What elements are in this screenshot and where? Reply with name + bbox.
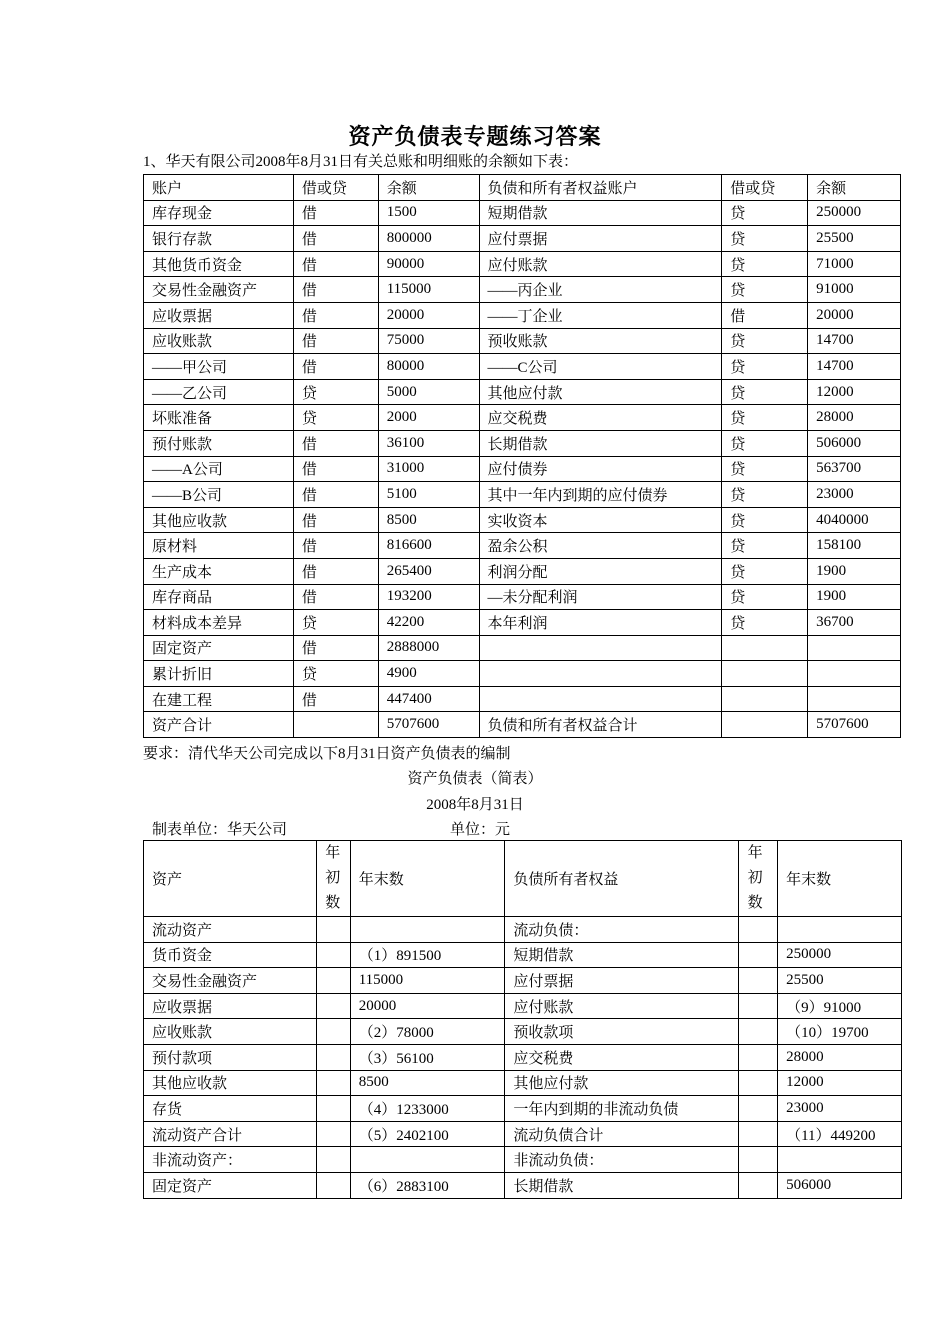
table-cell: 应交税费 — [479, 405, 722, 431]
column-header: 借或贷 — [722, 175, 808, 201]
column-header: 余额 — [378, 175, 479, 201]
table-cell: 借 — [293, 533, 378, 559]
table-row — [144, 1121, 902, 1147]
sheet-date: 2008年8月31日 — [426, 797, 524, 813]
table-cell: 14700 — [808, 354, 901, 380]
table-cell: 506000 — [808, 430, 901, 456]
table-cell: 应收账款 — [144, 1019, 317, 1045]
table-cell: 借 — [293, 302, 378, 328]
table-cell: ——A公司 — [144, 456, 294, 482]
table-cell: （2）78000 — [350, 1019, 505, 1045]
table-cell: 借 — [293, 200, 378, 226]
table-cell — [808, 661, 901, 687]
table-cell: 借 — [293, 354, 378, 380]
table-row — [144, 379, 901, 405]
table-cell: 贷 — [722, 277, 808, 303]
table-cell: 20000 — [378, 302, 479, 328]
table-cell: （1）891500 — [350, 942, 505, 968]
table-cell: 贷 — [722, 379, 808, 405]
table-cell: 应付债券 — [479, 456, 722, 482]
table-cell: 长期借款 — [479, 430, 722, 456]
table-cell: 250000 — [778, 942, 902, 968]
table-row — [144, 456, 901, 482]
table-cell: 447400 — [378, 686, 479, 712]
table-cell: 非流动资产： — [144, 1147, 317, 1173]
table-cell — [316, 917, 350, 943]
table-row — [144, 430, 901, 456]
table-cell: ——乙公司 — [144, 379, 294, 405]
table-cell: 货币资金 — [144, 942, 317, 968]
column-header: 账户 — [144, 175, 294, 201]
column-header: 负债所有者权益 — [505, 841, 739, 917]
table-cell — [316, 942, 350, 968]
table-cell: 158100 — [808, 533, 901, 559]
table-cell: 借 — [293, 277, 378, 303]
table-cell: 固定资产 — [144, 635, 294, 661]
table-cell: 生产成本 — [144, 558, 294, 584]
table-cell: ——甲公司 — [144, 354, 294, 380]
table-cell: 其他应收款 — [144, 1070, 317, 1096]
table-cell: 75000 — [378, 328, 479, 354]
table-cell: 利润分配 — [479, 558, 722, 584]
table-cell: 2888000 — [378, 635, 479, 661]
table-row — [144, 277, 901, 303]
column-header — [739, 841, 778, 917]
table-cell — [722, 686, 808, 712]
table-cell: 流动资产合计 — [144, 1121, 317, 1147]
table-cell: （9）91000 — [778, 993, 902, 1019]
table-cell: 预付账款 — [144, 430, 294, 456]
column-header-label: 年初数 — [747, 845, 763, 911]
table-cell: 贷 — [722, 405, 808, 431]
table-cell: 2000 — [378, 405, 479, 431]
table-cell: （11）449200 — [778, 1121, 902, 1147]
table-cell: 应付账款 — [479, 251, 722, 277]
table-cell: 其他货币资金 — [144, 251, 294, 277]
table-cell: 借 — [293, 635, 378, 661]
table-cell: 8500 — [378, 507, 479, 533]
table-cell: 借 — [293, 328, 378, 354]
table-row — [144, 200, 901, 226]
column-header-label: 年初数 — [325, 845, 341, 911]
table-cell — [316, 968, 350, 994]
table-cell: 预收账款 — [479, 328, 722, 354]
table-cell — [739, 1070, 778, 1096]
table-header-row — [144, 175, 901, 201]
table-cell: 563700 — [808, 456, 901, 482]
table-cell: 流动负债： — [505, 917, 739, 943]
table-cell: 应收票据 — [144, 993, 317, 1019]
table-cell — [778, 1147, 902, 1173]
table-cell — [316, 1096, 350, 1122]
table-row — [144, 584, 901, 610]
table-cell: 存货 — [144, 1096, 317, 1122]
table-cell: 贷 — [722, 610, 808, 636]
table-cell: 250000 — [808, 200, 901, 226]
balance-table — [143, 174, 901, 738]
table-cell: 盈余公积 — [479, 533, 722, 559]
table-cell — [479, 661, 722, 687]
unit-label: 单位：元 — [450, 822, 511, 838]
table-cell: 20000 — [808, 302, 901, 328]
table-row — [144, 968, 902, 994]
table-cell: 20000 — [350, 993, 505, 1019]
table-row — [144, 917, 902, 943]
table-cell — [739, 942, 778, 968]
table-cell: 贷 — [293, 405, 378, 431]
table-cell — [739, 1019, 778, 1045]
table-cell: 借 — [722, 302, 808, 328]
table-cell: 5000 — [378, 379, 479, 405]
table-cell: 其他应收款 — [144, 507, 294, 533]
table-cell: 贷 — [722, 354, 808, 380]
table-cell: 短期借款 — [505, 942, 739, 968]
table-row — [144, 533, 901, 559]
table-cell: ——丙企业 — [479, 277, 722, 303]
table-cell: 816600 — [378, 533, 479, 559]
table-cell: 贷 — [722, 226, 808, 252]
column-header: 负债和所有者权益账户 — [479, 175, 722, 201]
table-row — [144, 328, 901, 354]
table-cell: 1900 — [808, 558, 901, 584]
table-cell: 固定资产 — [144, 1172, 317, 1198]
table-cell — [722, 635, 808, 661]
table-cell: 4040000 — [808, 507, 901, 533]
table-row — [144, 1019, 902, 1045]
sheet-title: 资产负债表（简表） — [407, 771, 543, 787]
table-cell: 12000 — [808, 379, 901, 405]
table-row — [144, 993, 902, 1019]
table-cell: 其他应付款 — [479, 379, 722, 405]
table-cell: 借 — [293, 251, 378, 277]
table-row — [144, 1147, 902, 1173]
table-cell — [739, 1147, 778, 1173]
table-cell: 23000 — [778, 1096, 902, 1122]
table-cell — [739, 1096, 778, 1122]
table-cell: —未分配利润 — [479, 584, 722, 610]
table-cell: 其他应付款 — [505, 1070, 739, 1096]
table-cell — [722, 661, 808, 687]
table-cell: 交易性金融资产 — [144, 968, 317, 994]
table-row — [144, 942, 902, 968]
table-cell — [739, 1172, 778, 1198]
table-cell: 资产合计 — [144, 712, 294, 738]
table-row — [144, 302, 901, 328]
table-cell: 一年内到期的非流动负债 — [505, 1096, 739, 1122]
table-row — [144, 1044, 902, 1070]
table-cell: 贷 — [722, 456, 808, 482]
table-cell: 28000 — [778, 1044, 902, 1070]
table-row — [144, 251, 901, 277]
table-cell: 贷 — [722, 328, 808, 354]
table-cell: 80000 — [378, 354, 479, 380]
table-cell: 应收账款 — [144, 328, 294, 354]
table-cell: 库存商品 — [144, 584, 294, 610]
table-cell: 23000 — [808, 482, 901, 508]
table-cell: 实收资本 — [479, 507, 722, 533]
table-cell: 借 — [293, 430, 378, 456]
table-cell: 28000 — [808, 405, 901, 431]
table-cell: （6）2883100 — [350, 1172, 505, 1198]
table-cell: 14700 — [808, 328, 901, 354]
table-cell: 36100 — [378, 430, 479, 456]
table-cell: （10）19700 — [778, 1019, 902, 1045]
table-cell: 115000 — [350, 968, 505, 994]
table-cell: 贷 — [722, 584, 808, 610]
column-header: 余额 — [808, 175, 901, 201]
table-cell: 25500 — [808, 226, 901, 252]
table-cell: 265400 — [378, 558, 479, 584]
table-cell — [316, 993, 350, 1019]
table-cell: （5）2402100 — [350, 1121, 505, 1147]
table-cell: 8500 — [350, 1070, 505, 1096]
table-cell: ——C公司 — [479, 354, 722, 380]
table-cell: 应付票据 — [479, 226, 722, 252]
table-cell — [808, 686, 901, 712]
table-cell: 5707600 — [378, 712, 479, 738]
table-cell: 193200 — [378, 584, 479, 610]
table-header-row — [144, 841, 902, 917]
table-row — [144, 1172, 902, 1198]
table-cell: 交易性金融资产 — [144, 277, 294, 303]
table-cell: 借 — [293, 507, 378, 533]
table-cell: 银行存款 — [144, 226, 294, 252]
table-cell — [350, 1147, 505, 1173]
table-cell: 贷 — [293, 610, 378, 636]
table-cell — [350, 917, 505, 943]
table-row — [144, 558, 901, 584]
table-cell: 应交税费 — [505, 1044, 739, 1070]
table-cell: 非流动负债： — [505, 1147, 739, 1173]
table-cell: 31000 — [378, 456, 479, 482]
table-cell — [739, 1121, 778, 1147]
balance-sheet-table — [143, 840, 902, 1199]
table-cell: 原材料 — [144, 533, 294, 559]
table-cell: 贷 — [722, 200, 808, 226]
table-cell — [739, 917, 778, 943]
column-header: 资产 — [144, 841, 317, 917]
table-cell — [293, 712, 378, 738]
table-cell: 1900 — [808, 584, 901, 610]
table-cell: 应付票据 — [505, 968, 739, 994]
column-header: 借或贷 — [293, 175, 378, 201]
table-cell: 4900 — [378, 661, 479, 687]
table-cell: 贷 — [722, 430, 808, 456]
table-cell: （3）56100 — [350, 1044, 505, 1070]
table-cell: 应付账款 — [505, 993, 739, 1019]
table-row — [144, 610, 901, 636]
table-cell: 115000 — [378, 277, 479, 303]
table-cell: 贷 — [722, 533, 808, 559]
table-cell: 5707600 — [808, 712, 901, 738]
table-cell: 12000 — [778, 1070, 902, 1096]
table-row — [144, 482, 901, 508]
table-cell: 90000 — [378, 251, 479, 277]
table-row — [144, 712, 901, 738]
maker-line — [152, 818, 511, 839]
maker-label: 制表单位：华天公司 — [152, 822, 288, 838]
table-cell: 贷 — [722, 482, 808, 508]
intro-text: 1、华天有限公司2008年8月31日有关总账和明细账的余额如下表： — [143, 154, 579, 170]
table-cell: 流动负债合计 — [505, 1121, 739, 1147]
table-cell: 在建工程 — [144, 686, 294, 712]
table-cell: 贷 — [722, 251, 808, 277]
table-cell — [316, 1044, 350, 1070]
table-cell: 借 — [293, 482, 378, 508]
table-row — [144, 507, 901, 533]
table-cell: 506000 — [778, 1172, 902, 1198]
table-cell — [316, 1147, 350, 1173]
table-cell: 贷 — [293, 661, 378, 687]
table-cell: 贷 — [293, 379, 378, 405]
table-cell: 5100 — [378, 482, 479, 508]
table-cell: 800000 — [378, 226, 479, 252]
column-header: 年末数 — [778, 841, 902, 917]
table-cell: （4）1233000 — [350, 1096, 505, 1122]
table-cell: 预收款项 — [505, 1019, 739, 1045]
table-cell — [722, 712, 808, 738]
table-cell — [316, 1121, 350, 1147]
table-cell — [316, 1019, 350, 1045]
table-cell: 贷 — [722, 507, 808, 533]
table-cell: ——丁企业 — [479, 302, 722, 328]
table-cell: 36700 — [808, 610, 901, 636]
table-cell: 库存现金 — [144, 200, 294, 226]
table-row — [144, 635, 901, 661]
table-cell: 应收票据 — [144, 302, 294, 328]
table-cell: 短期借款 — [479, 200, 722, 226]
table-cell: 借 — [293, 558, 378, 584]
page-title: 资产负债表专题练习答案 — [348, 124, 602, 149]
column-header: 年末数 — [350, 841, 505, 917]
table-cell: 1500 — [378, 200, 479, 226]
table-cell — [778, 917, 902, 943]
table-cell: 长期借款 — [505, 1172, 739, 1198]
table-row — [144, 1070, 902, 1096]
requirement-text: 要求：清代华天公司完成以下8月31日资产负债表的编制 — [143, 746, 511, 762]
column-header — [316, 841, 350, 917]
table-cell: 借 — [293, 686, 378, 712]
table-cell: 贷 — [722, 558, 808, 584]
table-row — [144, 1096, 902, 1122]
table-row — [144, 405, 901, 431]
table-cell: 累计折旧 — [144, 661, 294, 687]
table-cell: 25500 — [778, 968, 902, 994]
table-cell: 借 — [293, 584, 378, 610]
table-cell: 借 — [293, 456, 378, 482]
table-cell — [808, 635, 901, 661]
table-cell: 91000 — [808, 277, 901, 303]
table-cell — [739, 968, 778, 994]
table-row — [144, 226, 901, 252]
table-row — [144, 686, 901, 712]
table-cell — [316, 1172, 350, 1198]
table-cell: 预付款项 — [144, 1044, 317, 1070]
table-row — [144, 661, 901, 687]
table-cell: 本年利润 — [479, 610, 722, 636]
table-cell: 42200 — [378, 610, 479, 636]
table-cell: 材料成本差异 — [144, 610, 294, 636]
table-cell: 借 — [293, 226, 378, 252]
table-cell: 坏账准备 — [144, 405, 294, 431]
table-cell: 流动资产 — [144, 917, 317, 943]
table-cell — [479, 686, 722, 712]
table-cell — [479, 635, 722, 661]
table-cell: 71000 — [808, 251, 901, 277]
table-cell: 其中一年内到期的应付债券 — [479, 482, 722, 508]
table-cell — [316, 1070, 350, 1096]
table-row — [144, 354, 901, 380]
table-cell — [739, 993, 778, 1019]
table-cell — [739, 1044, 778, 1070]
table-cell: 负债和所有者权益合计 — [479, 712, 722, 738]
table-cell: ——B公司 — [144, 482, 294, 508]
